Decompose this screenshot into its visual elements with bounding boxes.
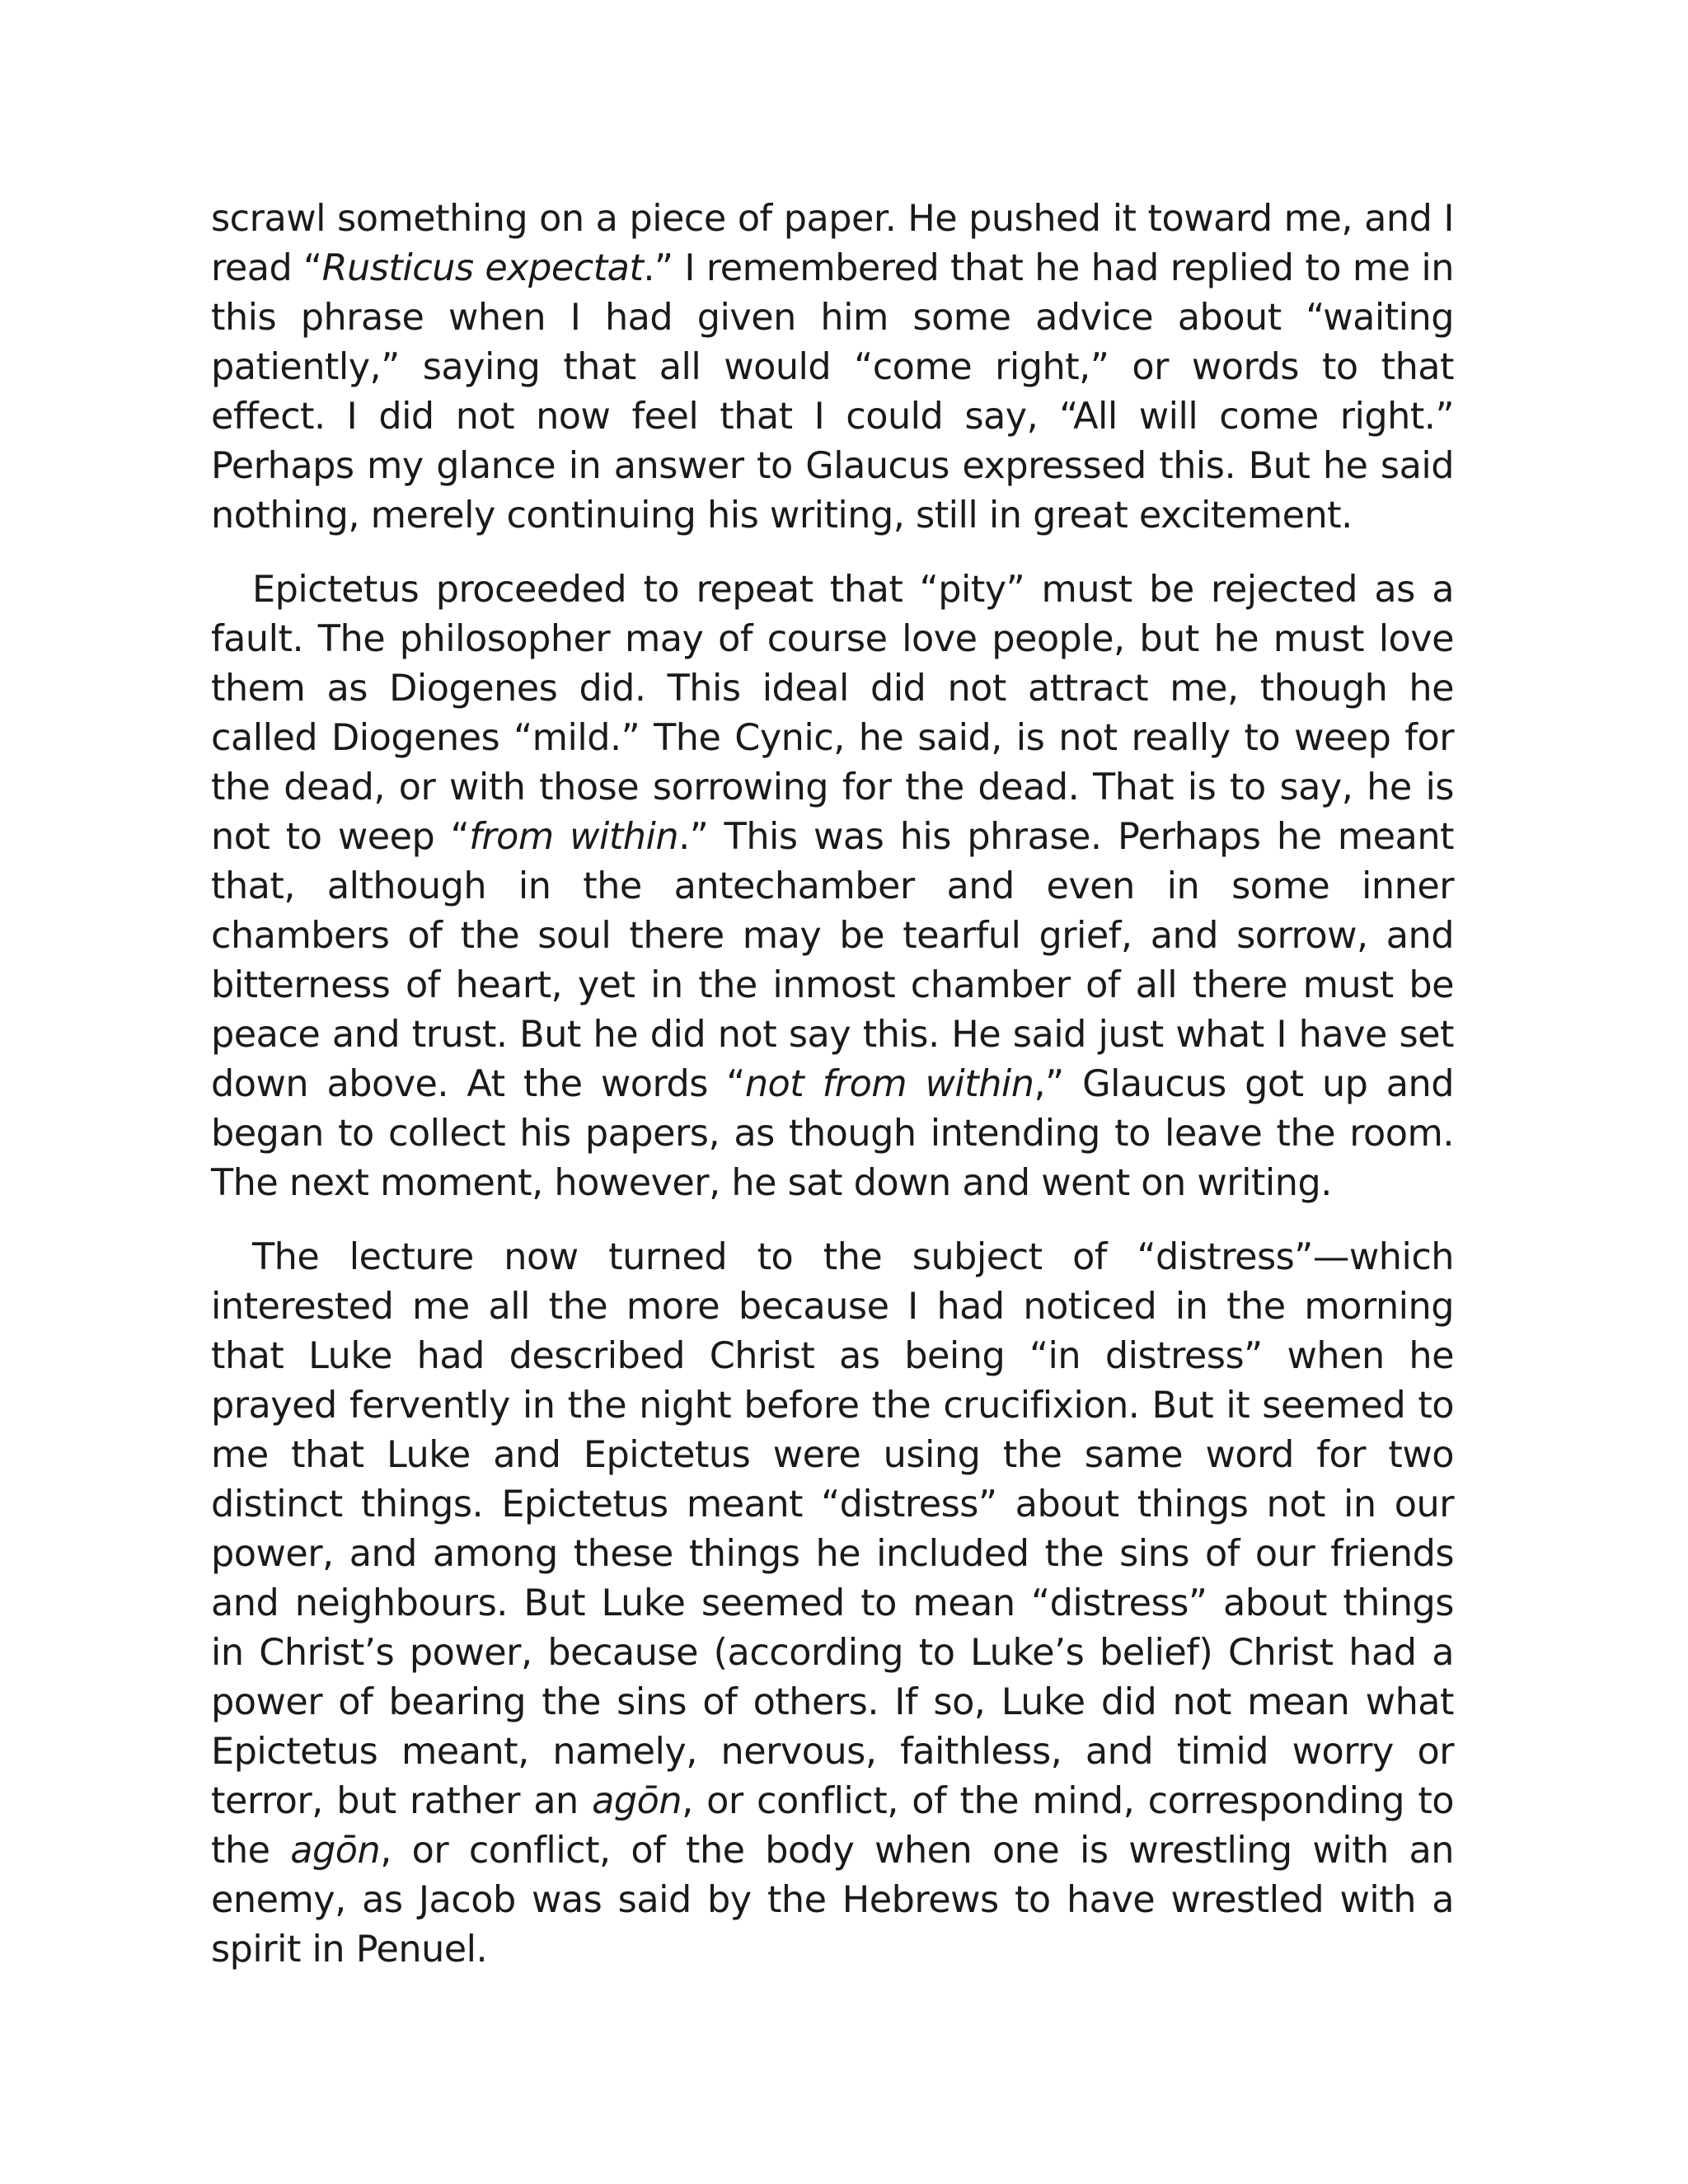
paragraph-3 [211, 1233, 1454, 1975]
paragraph-3-text: The lecture now turned to the subject of “distress”—which interested me all the more because I had noticed in the morning that Luke had described Christ as being “in distress” when he prayed fervently in the night before the crucifixion. But it seemed to me that Luke and Epictetus were using the same word for two distinct things. Epictetus meant “distress” about things not in our power, and among these things he included the sins of our friends and neighbours. But Luke seemed to mean “distress” about things in Christ’s power, because (according to Luke’s belief) Christ had a power of bearing the sins of others. If so, Luke did not mean what Epictetus meant, namely, nervous, faithless, and timid worry or terror, but rather an [211, 1236, 1454, 1822]
paragraph-1-text: .” I remembered that he had replied to me in this phrase when I had given him some advice about “waiting patiently,” saying that all would “come right,” or words to that effect. I did not now feel that I could say, “All will come right.” Perhaps my glance in answer to Glaucus expressed this. But he said nothing, merely continuing his writing, still in great excitement. [211, 247, 1454, 537]
paragraph-2-text: ,” Glaucus got up and began to collect his papers, as though intending to leave the room. The next moment, however, he sat down and went on writing. [211, 1063, 1454, 1204]
paragraph-3-text: , or conflict, of the body when one is wrestling with an enemy, as Jacob was said by the Hebrews to have wrestled with a spirit in Penuel. [211, 1830, 1454, 1971]
paragraph-2-italic-phrase: not from within [744, 1063, 1034, 1105]
paragraph-3-italic-word: agōn [290, 1830, 381, 1872]
paragraph-3-text: , or conflict, of the mind, corresponding to the [211, 1780, 1454, 1872]
book-page [211, 194, 1454, 1999]
paragraph-2-italic-phrase: from within [469, 816, 679, 858]
paragraph-3-italic-word: agōn [592, 1780, 682, 1822]
paragraph-2-text: Epictetus proceeded to repeat that “pity” must be rejected as a fault. The philosopher may of course love people, but he must love them as Diogenes did. This ideal did not attract me, though he called Diogenes “mild.” The Cynic, he said, is not really to weep for the dead, or with those sorrowing for the dead. That is to say, he is not to weep “ [211, 569, 1454, 858]
paragraph-2 [211, 565, 1454, 1208]
paragraph-1 [211, 194, 1454, 541]
paragraph-2-text: .” This was his phrase. Perhaps he meant that, although in the antechamber and even in some inner chambers of the soul there may be tearful grief, and sorrow, and bitterness of heart, yet in the inmost chamber of all there must be peace and trust. But he did not say this. He said just what I have set down above. At the words “ [211, 816, 1454, 1105]
paragraph-1-italic-phrase: Rusticus expectat [321, 247, 644, 289]
paragraph-1-text: scrawl something on a piece of paper. He pushed it toward me, and I read “ [211, 198, 1454, 289]
